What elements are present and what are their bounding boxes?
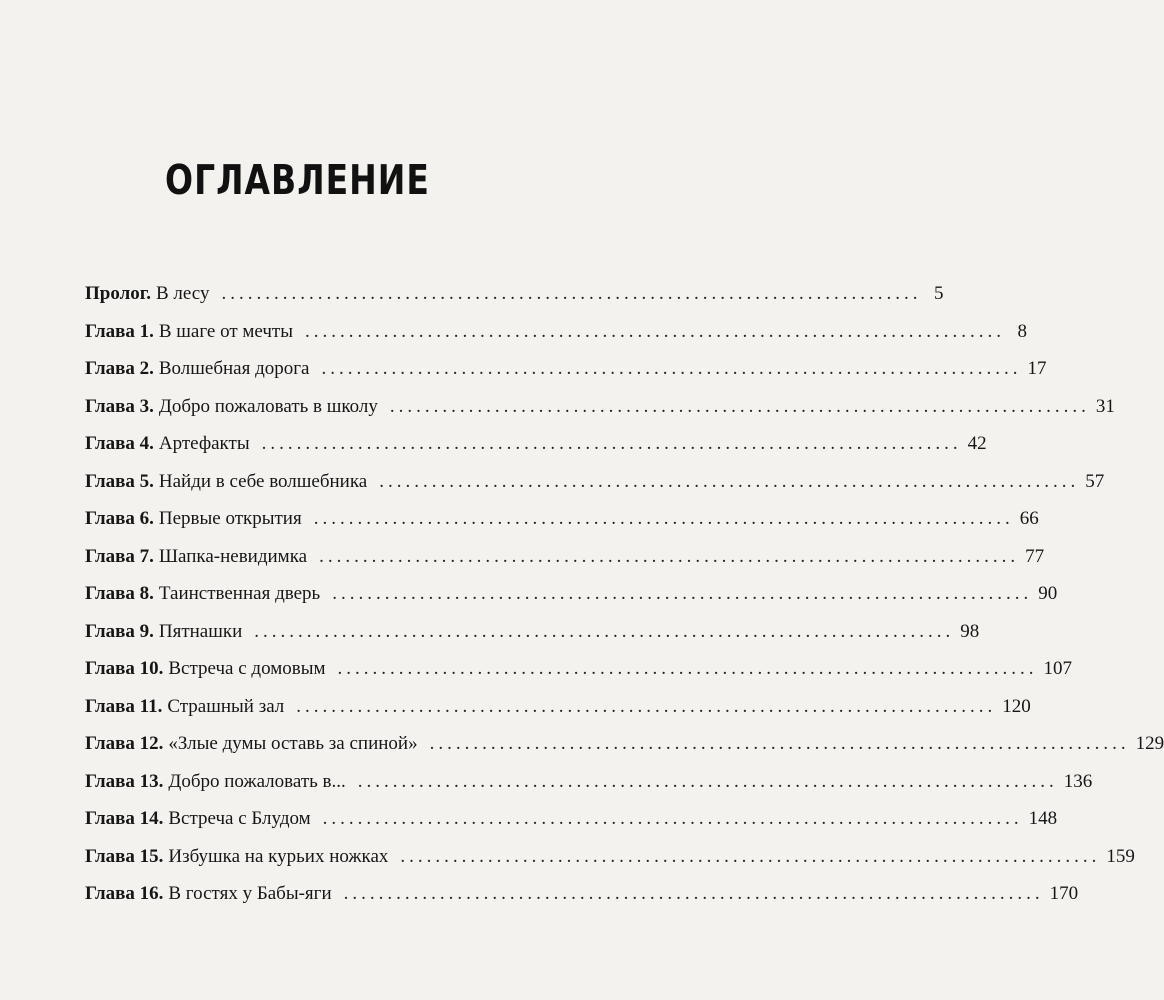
chapter-label: Глава 14. bbox=[85, 808, 164, 829]
dot-leader: ................................................................................ bbox=[305, 320, 1005, 342]
toc-entry bbox=[85, 470, 1105, 509]
dot-leader: ................................................................................ bbox=[379, 470, 1080, 492]
chapter-title: Таинственная дверь bbox=[158, 583, 321, 604]
page-number: 42 bbox=[967, 433, 987, 454]
dot-leader: ................................................................................ bbox=[321, 358, 1022, 379]
chapter-label: Глава 4. bbox=[85, 433, 154, 454]
chapter-title: Первые открытия bbox=[158, 508, 302, 529]
page-number: 98 bbox=[960, 620, 980, 642]
page-number: 90 bbox=[1038, 583, 1058, 604]
toc-entry bbox=[85, 395, 1115, 434]
dot-leader: ................................................................................ bbox=[429, 733, 1130, 754]
dot-leader: ................................................................................ bbox=[313, 508, 1014, 529]
toc-entry bbox=[85, 808, 1058, 846]
chapter-label: Глава 1. bbox=[85, 320, 154, 342]
chapter-title: Волшебная дорога bbox=[158, 358, 310, 379]
dot-leader: ................................................................................ bbox=[337, 658, 1038, 679]
toc-entry bbox=[85, 733, 1164, 771]
chapter-label: Глава 11. bbox=[85, 695, 163, 717]
page-number: 8 bbox=[1017, 320, 1027, 342]
page-number: 17 bbox=[1027, 358, 1047, 379]
dot-leader: ................................................................................ bbox=[261, 433, 962, 454]
chapter-title: Добро пожаловать в... bbox=[168, 770, 346, 792]
page-number: 66 bbox=[1019, 508, 1039, 529]
toc-entry bbox=[85, 320, 1027, 359]
chapter-title: В шаге от мечты bbox=[158, 320, 293, 342]
chapter-label: Глава 16. bbox=[85, 883, 164, 904]
chapter-label: Глава 8. bbox=[85, 583, 154, 604]
toc-entry bbox=[85, 508, 1039, 546]
page-number: 107 bbox=[1043, 658, 1072, 679]
chapter-title: В гостях у Бабы-яги bbox=[168, 883, 332, 904]
chapter-label: Глава 13. bbox=[85, 770, 164, 792]
toc-entry bbox=[85, 883, 1079, 921]
dot-leader: ................................................................................ bbox=[254, 620, 955, 642]
chapter-label: Глава 9. bbox=[85, 620, 154, 642]
page-number: 120 bbox=[1002, 695, 1031, 717]
dot-leader: ................................................................................ bbox=[343, 883, 1044, 904]
chapter-title: «Злые думы оставь за спиной» bbox=[168, 733, 418, 754]
chapter-label: Глава 12. bbox=[85, 733, 164, 754]
toc-entry bbox=[85, 433, 987, 471]
dot-leader: ................................................................................ bbox=[400, 845, 1101, 867]
toc-entry bbox=[85, 358, 1047, 396]
chapter-title: Добро пожаловать в школу bbox=[158, 395, 378, 417]
toc-entry bbox=[85, 283, 944, 321]
page-number: 57 bbox=[1085, 470, 1105, 492]
page-number: 5 bbox=[934, 283, 944, 304]
toc-entry bbox=[85, 695, 1031, 734]
toc-entry bbox=[85, 658, 1072, 696]
dot-leader: ................................................................................ bbox=[322, 808, 1023, 829]
chapter-label: Глава 7. bbox=[85, 545, 154, 567]
chapter-title: Встреча с домовым bbox=[168, 658, 326, 679]
dot-leader: ................................................................................ bbox=[332, 583, 1033, 604]
chapter-label: Глава 6. bbox=[85, 508, 154, 529]
dot-leader: ................................................................................ bbox=[296, 695, 997, 717]
chapter-label: Глава 15. bbox=[85, 845, 164, 867]
page-number: 77 bbox=[1025, 545, 1045, 567]
toc-entry bbox=[85, 845, 1135, 884]
toc-entry bbox=[85, 545, 1045, 584]
chapter-title: Пятнашки bbox=[158, 620, 243, 642]
page-number: 159 bbox=[1106, 845, 1135, 867]
page-number: 31 bbox=[1095, 395, 1115, 417]
chapter-title: Артефакты bbox=[158, 433, 250, 454]
dot-leader: ................................................................................ bbox=[357, 770, 1058, 792]
chapter-title: Страшный зал bbox=[167, 695, 285, 717]
chapter-title: Шапка-невидимка bbox=[158, 545, 308, 567]
page-number: 129 bbox=[1135, 733, 1164, 754]
dot-leader: ................................................................................ bbox=[221, 283, 922, 304]
chapter-title: Избушка на курьих ножках bbox=[168, 845, 389, 867]
chapter-label: Пролог. bbox=[85, 283, 151, 304]
toc-entry bbox=[85, 770, 1093, 809]
page-number: 148 bbox=[1028, 808, 1058, 829]
table-of-contents bbox=[85, 283, 1164, 921]
dot-leader: ................................................................................ bbox=[319, 545, 1020, 567]
chapter-label: Глава 5. bbox=[85, 470, 154, 492]
chapter-label: Глава 3. bbox=[85, 395, 154, 417]
chapter-title: В лесу bbox=[156, 283, 210, 304]
chapter-title: Встреча с Блудом bbox=[168, 808, 311, 829]
toc-entry bbox=[85, 583, 1058, 621]
page-title: ОГЛАВЛЕНИЕ bbox=[165, 155, 430, 204]
chapter-label: Глава 10. bbox=[85, 658, 164, 679]
page-number: 136 bbox=[1063, 770, 1093, 792]
dot-leader: ................................................................................ bbox=[389, 395, 1090, 417]
page-number: 170 bbox=[1049, 883, 1079, 904]
toc-entry bbox=[85, 620, 980, 659]
chapter-title: Найди в себе волшебника bbox=[158, 470, 368, 492]
chapter-label: Глава 2. bbox=[85, 358, 154, 379]
